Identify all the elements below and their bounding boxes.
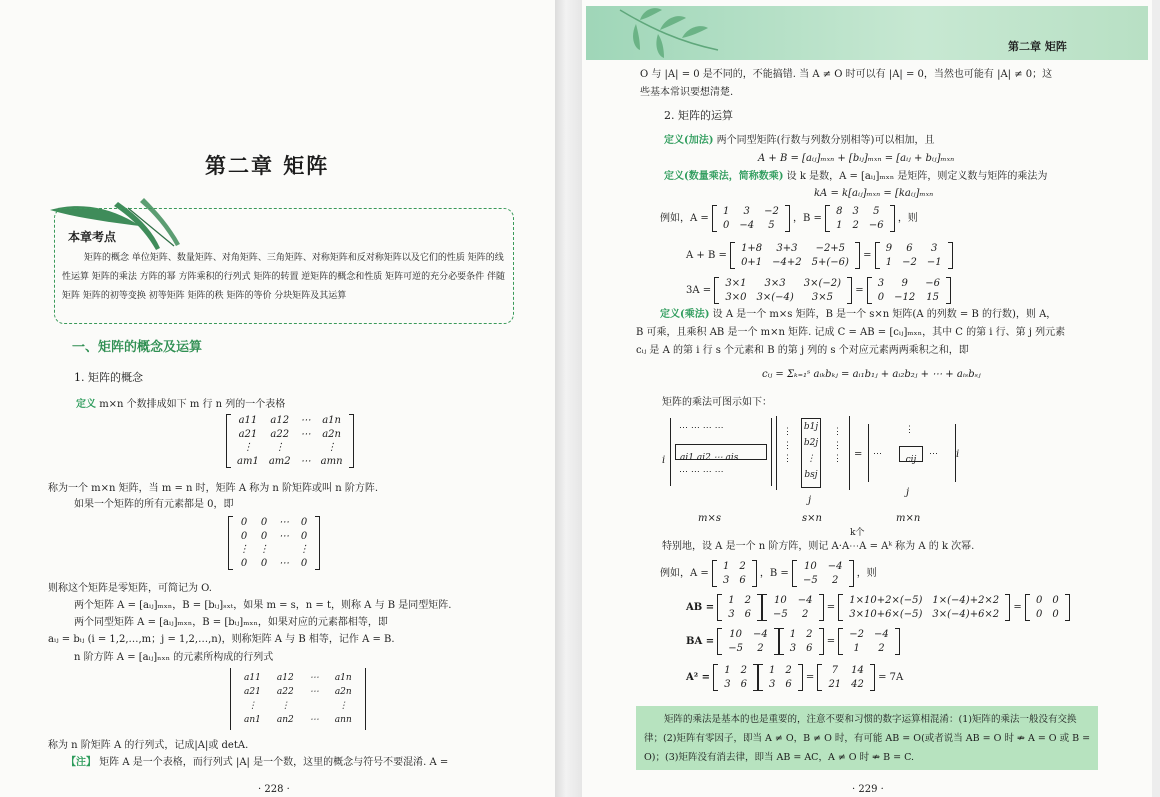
apb-expanded-matrix-cell: 0+1 <box>741 256 763 268</box>
definition-tag: 定义 <box>76 399 96 410</box>
a-squared-second-matrix-cell: 1 <box>768 665 776 676</box>
ab-expanded-matrix-cell: 3×10+6×(−5) <box>849 608 923 620</box>
determinant-cell: ann <box>334 715 352 725</box>
apb-expanded-matrix-cell: 3+3 <box>776 243 798 254</box>
diagram-a-row-box <box>675 444 767 463</box>
general-matrix-cell: ⋯ <box>300 428 311 440</box>
diagram-a-row: ai1 ai2 ⋯ ais <box>680 453 739 463</box>
example2-a-matrix <box>718 560 751 587</box>
ab-expanded-matrix <box>844 594 1004 621</box>
equal-definition-2: aᵢⱼ = bᵢⱼ (i = 1,2,…,m；j = 1,2,…,n)，则称矩阵 A 与 B 相等，记作 A = B. <box>48 634 395 645</box>
three-a-expanded-matrix-cell: 3×5 <box>811 291 833 303</box>
ba-result-matrix <box>844 628 894 655</box>
multiplication-diagram: i ⋯ ⋯ ⋯ ⋯ ai1 ai2 ⋯ ais ⋯ ⋯ ⋯ ⋯ ⋮ ⋮ ⋮ b1j b2j ⋮ bsj ⋮ ⋮ ⋮ = ⋮ ⋯ cij ⋯ i j j m×s s×n m×n <box>662 418 1142 528</box>
example-a-matrix-cell: 1 <box>722 206 730 217</box>
determinant-cell: ⋮ <box>280 701 290 711</box>
determinant-cell: a21 <box>244 687 261 697</box>
right-page <box>582 0 1152 797</box>
example-2-b-label: ，B = <box>759 568 789 579</box>
example-b-matrix-cell: −6 <box>868 219 884 231</box>
example-a-matrix-cell: −2 <box>764 206 779 217</box>
general-matrix-cell: ⋯ <box>300 455 311 467</box>
diagram-b-col-entry: b1j <box>803 422 819 432</box>
ab-expanded-matrix-cell: 1×(−4)+2×2 <box>932 595 1000 606</box>
ba-a-matrix-cell: 2 <box>806 629 813 640</box>
ab-b-matrix <box>768 594 818 621</box>
ba-b-matrix-cell: 10 <box>729 629 742 640</box>
example-2-then: ，则 <box>856 568 877 579</box>
book-gutter <box>555 0 582 797</box>
zero-intro: 如果一个矩阵的所有元素都是 0，即 <box>74 499 234 510</box>
ab-expanded-matrix-cell: 3×(−4)+6×2 <box>932 608 1000 620</box>
definition-text: m×n 个数排成如下 m 行 n 列的一个表格 <box>99 399 286 410</box>
example-b-matrix-cell: 3 <box>852 206 859 217</box>
diagram-b-col-entry: ⋮ <box>806 454 816 464</box>
determinant-cell: an1 <box>244 715 261 725</box>
general-matrix-cell: am1 <box>237 455 259 467</box>
apb-expanded-matrix-cell: 1+8 <box>741 243 763 254</box>
ba-a-matrix-cell: 6 <box>806 642 813 654</box>
general-matrix-cell: ⋯ <box>300 415 311 426</box>
ab-a-matrix-cell: 3 <box>728 608 735 620</box>
general-matrix-cell: a21 <box>238 428 258 440</box>
ba-row: BA = 10 −4 −5 2 1 2 3 6 = −2 −4 1 2 <box>686 628 900 655</box>
general-matrix-cell: a1n <box>322 415 341 426</box>
kaodian-text: 矩阵的概念 单位矩阵、数量矩阵、对角矩阵、三角矩阵、对称矩阵和反对称矩阵以及它们的性质 矩阵的线性运算 矩阵的乘法 方阵的幂 方阵乘积的行列式 矩阵的转置 逆矩阵的概念和性质 矩阵可逆的充分必要条件 伴随矩阵 矩阵的初等变换 初等矩阵 矩阵的秩 矩阵的等价 分块矩阵及其运算 <box>62 253 506 301</box>
diagram-matrix-b: ⋮ ⋮ ⋮ b1j b2j ⋮ bsj ⋮ ⋮ ⋮ <box>776 416 850 490</box>
ab-a-matrix <box>723 594 756 621</box>
determinant-cell: a11 <box>244 673 261 683</box>
multiplication-tag: 定义(乘法) <box>660 309 710 320</box>
ba-b-matrix-cell: 2 <box>757 642 764 654</box>
addition-formula: A + B = [aᵢⱼ]ₘₓₙ + [bᵢⱼ]ₘₓₙ = [aᵢⱼ + bᵢⱼ]ₘₓₙ <box>758 153 955 164</box>
a-squared-second-matrix-cell: 3 <box>768 678 776 690</box>
zero-matrix-cell: 0 <box>300 557 308 569</box>
ba-result-matrix-cell: −4 <box>874 629 889 640</box>
cij-formula: cᵢⱼ = Σₖ₌₁ˢ aᵢₖbₖⱼ = aᵢ₁b₁ⱼ + aᵢ₂b₂ⱼ + ⋯ + aᵢₛbₛⱼ <box>762 369 981 380</box>
general-matrix-cell: a2n <box>322 428 341 440</box>
a-squared-first-matrix-cell: 2 <box>740 665 747 676</box>
zero-matrix-cell: 0 <box>260 557 268 569</box>
ab-a-matrix-cell: 6 <box>744 608 752 620</box>
power-definition: 特别地，设 A 是一个 n 阶方阵，则记 A·A⋯A = Aᵏ 称为 A 的 k 次幂. <box>662 541 975 552</box>
three-a-expanded-matrix-cell: 3×(−4) <box>756 291 794 303</box>
diagram-b-col-box <box>801 418 821 488</box>
chapter-title: 第二章 矩阵 <box>205 153 330 178</box>
example-b-matrix-cell: 8 <box>836 206 843 217</box>
kaodian-title: 本章考点 <box>68 230 117 244</box>
example-a-matrix-cell: 0 <box>722 219 730 231</box>
diagram-row-label-c: i <box>956 449 960 460</box>
general-matrix-cell: ⋮ <box>326 442 337 453</box>
a-squared-row: A² = 1 2 3 6 1 2 3 6 = 7 14 21 42 = 7A <box>686 665 904 690</box>
determinant-cell: a22 <box>276 687 294 697</box>
scalar-definition <box>664 170 1047 185</box>
zero-matrix-cell: 0 <box>300 517 308 528</box>
zero-matrix-definition: 则称这个矩阵是零矩阵，可简记为 O. <box>48 583 212 594</box>
general-matrix-cell: am2 <box>268 455 291 467</box>
ba-a-matrix <box>785 628 818 655</box>
left-page <box>0 0 555 797</box>
scalar-text: 设 k 是数，A = [aᵢⱼ]ₘₓₙ 是矩阵，则定义数与矩阵的乘法为 <box>786 171 1048 182</box>
determinant-table <box>230 668 366 734</box>
diagram-c-entry: cij <box>905 455 917 465</box>
zero-matrix-cell: ⋮ <box>239 544 249 555</box>
multiplication-text-2: B 可乘，且乘积 AB 是一个 m×n 矩阵. 记成 C = AB = [cᵢⱼ]ₘₓₙ，其中 C 的第 i 行、第 j 列元素 <box>636 327 1066 338</box>
multiplication-diagram-caption: 矩阵的乘法可图示如下： <box>662 397 772 408</box>
zero-matrix-cell: 0 <box>240 557 248 569</box>
determinant-definition: 称为 n 阶矩阵 A 的行列式，记成|A|或 detA. <box>48 740 249 751</box>
general-matrix-cell: ⋮ <box>242 442 253 453</box>
ba-b-matrix <box>723 628 773 655</box>
diagram-b-col-entry: b2j <box>803 438 819 448</box>
ba-a-matrix-cell: 1 <box>789 629 797 640</box>
general-matrix <box>232 414 348 468</box>
diagram-c-entry-box <box>899 446 923 465</box>
ab-result-matrix-cell: 0 <box>1052 595 1059 606</box>
a-plus-b-row: A + B = 1+8 3+3 −2+5 0+1 −4+2 5+(−6) = 9 6 3 1 −2 −1 <box>686 242 953 269</box>
apb-expanded-matrix-cell: 5+(−6) <box>811 256 849 268</box>
ab-b-matrix-cell: −4 <box>797 595 813 606</box>
determinant <box>235 670 361 728</box>
zero-matrix-cell: 0 <box>260 530 268 542</box>
ba-b-matrix-cell: −4 <box>753 629 768 640</box>
scalar-formula: kA = k[aᵢⱼ]ₘₓₙ = [kaᵢⱼ]ₘₓₙ <box>814 188 934 199</box>
header-leaf-icon <box>610 6 730 58</box>
three-a-expanded-matrix-cell: 3×3 <box>764 278 786 289</box>
apb-result-matrix-cell: 6 <box>906 243 913 254</box>
zero-matrix-cell: ⋮ <box>299 544 309 555</box>
page-number-right: · 229 · <box>852 784 884 795</box>
example-b-matrix-cell: 2 <box>852 219 859 231</box>
ab-b-matrix-cell: 10 <box>774 595 787 606</box>
determinant-intro: n 阶方阵 A = [aᵢⱼ]ₙₓₙ 的元素所构成的行列式 <box>74 652 274 663</box>
example2-b-matrix-cell: 10 <box>804 561 817 572</box>
ab-b-matrix-cell: −5 <box>773 608 788 620</box>
ab-a-matrix-cell: 2 <box>744 595 752 606</box>
left-note <box>66 756 448 771</box>
power-brace-label: k个 <box>850 528 865 538</box>
ba-result-matrix-cell: −2 <box>849 629 865 640</box>
general-matrix <box>226 414 354 468</box>
three-a-expanded-matrix-cell: 3×0 <box>725 291 747 303</box>
zero-matrix <box>234 516 314 570</box>
ab-result-matrix-cell: 0 <box>1035 608 1043 620</box>
determinant-cell <box>303 700 326 712</box>
multiplication-definition <box>660 308 1056 323</box>
example-a-matrix-cell: −4 <box>739 219 755 231</box>
definition-line <box>76 398 285 413</box>
a-squared-result-matrix-cell: 7 <box>831 665 838 676</box>
general-matrix-cell: amn <box>320 455 343 467</box>
ba-result-matrix-cell: 1 <box>853 642 860 654</box>
determinant-cell: ⋯ <box>309 673 319 683</box>
example-1-then: ，则 <box>897 213 918 224</box>
example2-b-matrix-cell: 2 <box>831 574 839 586</box>
example2-a-matrix-cell: 3 <box>722 574 730 586</box>
three-a-result-matrix-cell: 9 <box>901 278 908 289</box>
three-a-result-matrix-cell: 0 <box>877 291 885 303</box>
example-b-matrix-cell: 1 <box>836 219 843 231</box>
a-squared-second-matrix-cell: 2 <box>785 665 792 676</box>
example-b-matrix-cell: 5 <box>873 206 880 217</box>
a-squared-result-matrix <box>823 664 868 691</box>
apb-label: A + B = <box>686 250 727 261</box>
three-a-expanded-matrix-cell: 3×1 <box>725 278 747 289</box>
a-squared-tail: = 7A <box>878 672 904 683</box>
example2-a-matrix-cell: 6 <box>739 574 746 586</box>
mxn-definition: 称为一个 m×n 矩阵，当 m = n 时，矩阵 A 称为 n 阶矩阵或叫 n 阶方阵. <box>48 483 379 494</box>
multiplication-text-1: 设 A 是一个 m×s 矩阵，B 是一个 s×n 矩阵(A 的列数 = B 的行数)，则 A， <box>712 309 1057 320</box>
ba-b-matrix-cell: −5 <box>728 642 744 654</box>
diagram-b-col-entry: bsj <box>804 470 818 480</box>
sub1-title: 1. 矩阵的概念 <box>74 371 143 384</box>
addition-definition <box>664 134 934 149</box>
ba-result-matrix-cell: 2 <box>878 642 885 654</box>
determinant-cell: ⋯ <box>309 715 319 725</box>
a-squared-first-matrix-cell: 1 <box>724 665 731 676</box>
ab-b-matrix-cell: 2 <box>801 608 809 620</box>
page-header: 第二章 矩阵 <box>1008 40 1067 53</box>
general-matrix-cell: a12 <box>270 415 290 426</box>
same-type-definition: 两个矩阵 A = [aᵢⱼ]ₘₓₙ，B = [bᵢⱼ]ₛₓₜ，如果 m = s，n = t，则称 A 与 B 是同型矩阵. <box>74 600 452 611</box>
ba-a-matrix-cell: 3 <box>789 642 797 654</box>
diagram-matrix-a: ⋯ ⋯ ⋯ ⋯ ai1 ai2 ⋯ ais ⋯ ⋯ ⋯ ⋯ <box>670 418 772 486</box>
three-a-expanded-matrix <box>720 277 846 304</box>
zero-matrix-cell: ⋯ <box>279 530 289 542</box>
sub2-title: 2. 矩阵的运算 <box>664 109 733 122</box>
apb-result-matrix-cell: 3 <box>931 243 938 254</box>
apb-expanded-matrix-cell: −4+2 <box>772 256 802 268</box>
determinant-cell: an2 <box>276 715 294 725</box>
scalar-tag: 定义(数量乘法，简称数乘) <box>664 171 784 182</box>
apb-expanded-matrix <box>736 242 854 269</box>
a-squared-label: A² = <box>686 672 710 683</box>
zero-matrix-cell: 0 <box>300 530 308 542</box>
diagram-size-c: m×n <box>896 513 921 524</box>
apb-expanded-matrix-cell: −2+5 <box>815 243 846 254</box>
zero-matrix-cell: ⋯ <box>279 557 289 569</box>
three-a-result-matrix <box>873 277 945 304</box>
determinant-cell: ⋮ <box>338 701 348 711</box>
example2-b-matrix-cell: −5 <box>803 574 818 586</box>
continuation-line-1: O 与 |A| = 0 是不同的，不能搞错. 当 A ≠ O 时可以有 |A| = 0，当然也可能有 |A| ≠ 0；这 <box>640 69 1053 80</box>
zero-matrix-cell: 0 <box>240 530 248 542</box>
diagram-b-col <box>802 419 820 483</box>
apb-result-matrix-cell: −2 <box>902 256 917 268</box>
zero-matrix-cell: ⋮ <box>259 544 269 555</box>
a-squared-second-matrix <box>764 664 797 691</box>
apb-result-matrix-cell: 1 <box>885 256 893 268</box>
apb-result-matrix-cell: 9 <box>885 243 893 254</box>
example-a-matrix-cell: 3 <box>743 206 750 217</box>
continuation-line-2: 些基本常识要想清楚. <box>640 87 734 98</box>
example-a-matrix <box>718 205 784 232</box>
three-a-expanded-matrix-cell: 3×(−2) <box>803 278 842 289</box>
example-b-matrix <box>831 205 889 232</box>
equal-definition-1: 两个同型矩阵 A = [aᵢⱼ]ₘₓₙ，B = [bᵢⱼ]ₘₓₙ，如果对应的元素都相等，即 <box>74 617 388 628</box>
apb-result-matrix <box>881 242 947 269</box>
ab-expanded-matrix-cell: 1×10+2×(−5) <box>849 595 923 606</box>
zero-matrix-cell <box>274 543 294 557</box>
example2-a-matrix-cell: 2 <box>739 561 746 572</box>
example2-b-matrix <box>798 560 848 587</box>
a-squared-result-matrix-cell: 14 <box>851 665 864 676</box>
general-matrix-cell: ⋮ <box>274 442 285 453</box>
three-a-row: 3A = 3×1 3×3 3×(−2) 3×0 3×(−4) 3×5 = 3 9 −6 0 −12 15 <box>686 277 951 304</box>
determinant-cell: a1n <box>334 673 352 683</box>
ab-result-matrix <box>1031 594 1064 621</box>
example-a-matrix-cell: 5 <box>768 219 775 231</box>
addition-tag: 定义(加法) <box>664 135 714 146</box>
ab-a-matrix-cell: 1 <box>728 595 735 606</box>
three-a-result-matrix-cell: 3 <box>877 278 885 289</box>
diagram-matrix-c: ⋮ ⋯ cij ⋯ <box>868 424 956 482</box>
example-2 <box>660 560 877 587</box>
a-squared-first-matrix <box>719 664 752 691</box>
zero-matrix-cell: 0 <box>240 517 248 528</box>
example2-b-matrix-cell: −4 <box>827 561 843 572</box>
determinant-cell: a2n <box>334 687 352 697</box>
a-squared-first-matrix-cell: 6 <box>740 678 747 690</box>
a-squared-result-matrix-cell: 42 <box>851 678 864 690</box>
note-text: 矩阵 A 是一个表格，而行列式 |A| 是一个数，这里的概念与符号不要混淆. A = <box>99 757 449 768</box>
diagram-size-a: m×s <box>698 513 721 524</box>
example-1-label: 例如，A = <box>660 213 709 224</box>
ba-label: BA = <box>686 636 715 647</box>
general-matrix-cell: a11 <box>238 415 258 426</box>
ab-row: AB = 1 2 3 6 10 −4 −5 2 = 1×10+2×(−5) 1×(−4)+2×2 3×10+6×(−5) 3×(−4)+6×2 = 0 0 0 0 <box>686 594 1070 621</box>
zero-matrix-cell: ⋯ <box>279 517 289 528</box>
example-2-label: 例如，A = <box>660 568 709 579</box>
note-tag: 【注】 <box>66 757 96 768</box>
diagram-col-label-c: j <box>906 487 910 498</box>
general-matrix-cell <box>296 441 316 455</box>
addition-text: 两个同型矩阵(行数与列数分别相等)可以相加，且 <box>716 135 935 146</box>
note-box-text: 矩阵的乘法是基本的也是重要的，注意不要和习惯的数字运算相混淆：(1)矩阵的乘法一般没有交换律；(2)矩阵有零因子，即当 A ≠ O，B ≠ O 时，有可能 AB = O(或者说当 AB = O 时 ⇏ A = O 或 B = O)；(3)矩阵没有消去律，即当 AB = AC，A ≠ O 时 ⇏ B = C. <box>644 714 1091 763</box>
three-a-result-matrix-cell: 15 <box>926 291 940 303</box>
apb-result-matrix-cell: −1 <box>926 256 942 268</box>
example-1-b-label: ，B = <box>793 213 822 224</box>
three-a-result-matrix-cell: −6 <box>925 278 941 289</box>
determinant-cell: a12 <box>276 673 294 683</box>
zero-matrix <box>228 516 320 570</box>
page-number-left: · 228 · <box>258 784 290 795</box>
section-title: 一、矩阵的概念及运算 <box>72 340 203 355</box>
zero-matrix-cell: 0 <box>260 517 268 528</box>
determinant-cell: ⋯ <box>309 687 319 697</box>
diagram-row-label: i <box>662 455 666 466</box>
example2-a-matrix-cell: 1 <box>722 561 730 572</box>
determinant-cell: ⋮ <box>247 701 257 711</box>
ab-result-matrix-cell: 0 <box>1052 608 1059 620</box>
general-matrix-cell: a22 <box>270 428 290 440</box>
ab-label: AB = <box>686 602 715 613</box>
example-1 <box>660 205 918 232</box>
a-squared-second-matrix-cell: 6 <box>785 678 792 690</box>
a-squared-first-matrix-cell: 3 <box>724 678 731 690</box>
diagram-size-b: s×n <box>802 513 822 524</box>
diagram-col-label-b: j <box>808 495 812 506</box>
three-a-label: 3A = <box>686 285 712 296</box>
three-a-result-matrix-cell: −12 <box>894 291 916 303</box>
a-squared-result-matrix-cell: 21 <box>828 678 842 690</box>
ab-result-matrix-cell: 0 <box>1035 595 1043 606</box>
multiplication-text-3: cᵢⱼ 是 A 的第 i 行 s 个元素和 B 的第 j 列的 s 个对应元素两两乘积之和，即 <box>636 345 969 356</box>
